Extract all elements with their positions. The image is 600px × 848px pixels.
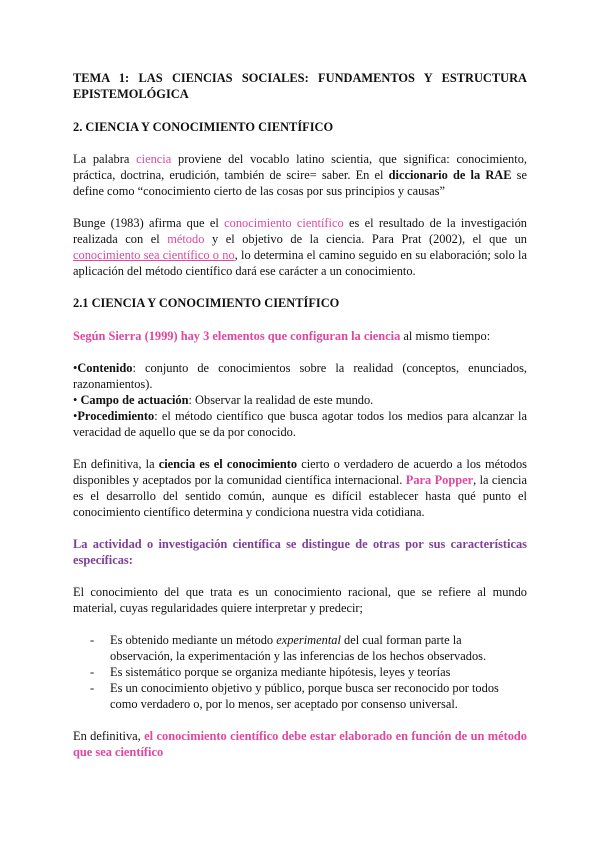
term-ciencia: ciencia [136,152,172,166]
paragraph-conocimiento-racional: El conocimiento del que trata es un conocimiento racional, que se refiere al mundo material, cuyas regularidades quiere interpretar y predecir; [73,585,527,615]
term-popper: Para Popper [405,473,474,487]
highlight-sierra: Según Sierra (1999) hay 3 elementos que configuran la ciencia [73,329,401,343]
section-2-heading: 2. CIENCIA Y CONOCIMIENTO CIENTÍFICO [73,120,334,134]
element-campo-actuacion: • Campo de actuación: Observar la realidad de este mundo. [73,393,374,407]
element-procedimiento: •Procedimiento: el método científico que busca agotar todos los medios para alcanzar la veracidad de aquello que se da por conocido. [73,409,527,439]
term-diccionario-rae: diccionario de la RAE [388,168,512,182]
document-content [73,70,527,760]
term-conocimiento-cientifico: conocimiento científico [224,216,344,230]
term-sea-cientifico: conocimiento sea científico o no [73,248,235,262]
paragraph-caracteristicas: La actividad o investigación científica se distingue de otras por sus características específicas: [73,537,527,567]
list-item: - Es sistemático porque se organiza mediante hipótesis, leyes y teorías [90,665,451,679]
document-title [73,70,527,102]
highlight-conclusion: el conocimiento científico debe estar elaborado en función de un método que sea científico [73,729,528,759]
paragraph-definitiva-ciencia: En definitiva, la ciencia es el conocimiento cierto o verdadero de acuerdo a los métodos disponibles y aceptados por la comunidad científica internacional. Para Popper, la ciencia es el desarrollo del sentido común, aunque es difícil establecer hasta qué punto el conocimiento científico determina y condiciona nuestra vida cotidiana. [73,457,527,519]
characteristics-list [73,632,527,712]
title-line-2: EPISTEMOLÓGICA [73,87,189,101]
paragraph-conclusion: En definitiva, el conocimiento científico debe estar elaborado en función de un método que sea científico [73,729,528,759]
list-item: - Es un conocimiento objetivo y público, porque busca ser reconocido por todos como verdadero o, por lo menos, ser aceptado por consenso universal. [90,681,499,711]
paragraph-ciencia-definition: La palabra ciencia proviene del vocablo latino scientia, que significa: conocimiento, práctica, doctrina, erudición, también de scire= saber. En el diccionario de la RAE se define como “conocimiento cierto de las cosas por sus principios y causas” [73,152,528,198]
paragraph-sierra: Según Sierra (1999) hay 3 elementos que configuran la ciencia al mismo tiempo: [73,329,491,343]
element-contenido: •Contenido: conjunto de conocimientos sobre la realidad (conceptos, enunciados, razonamientos). [73,361,527,391]
paragraph-bunge: Bunge (1983) afirma que el conocimiento científico es el resultado de la investigación realizada con el método y el objetivo de la ciencia. Para Prat (2002), el que un conocimiento sea científico o no, lo determina el camino seguido en su elaboración; solo la aplicación del método científico dará ese carácter a un conocimiento. [73,216,527,278]
title-line-1: TEMA 1: LAS CIENCIAS SOCIALES: FUNDAMENTOS Y ESTRUCTURA [73,71,527,85]
list-item: - Es obtenido mediante un método experimental del cual forman parte la observación, la experimentación y las inferencias de los hechos observados. [90,633,487,663]
term-ciencia-conocimiento: ciencia es el conocimiento [158,457,298,471]
section-2-1-heading: 2.1 CIENCIA Y CONOCIMIENTO CIENTÍFICO [73,296,340,310]
term-metodo: método [167,232,205,246]
